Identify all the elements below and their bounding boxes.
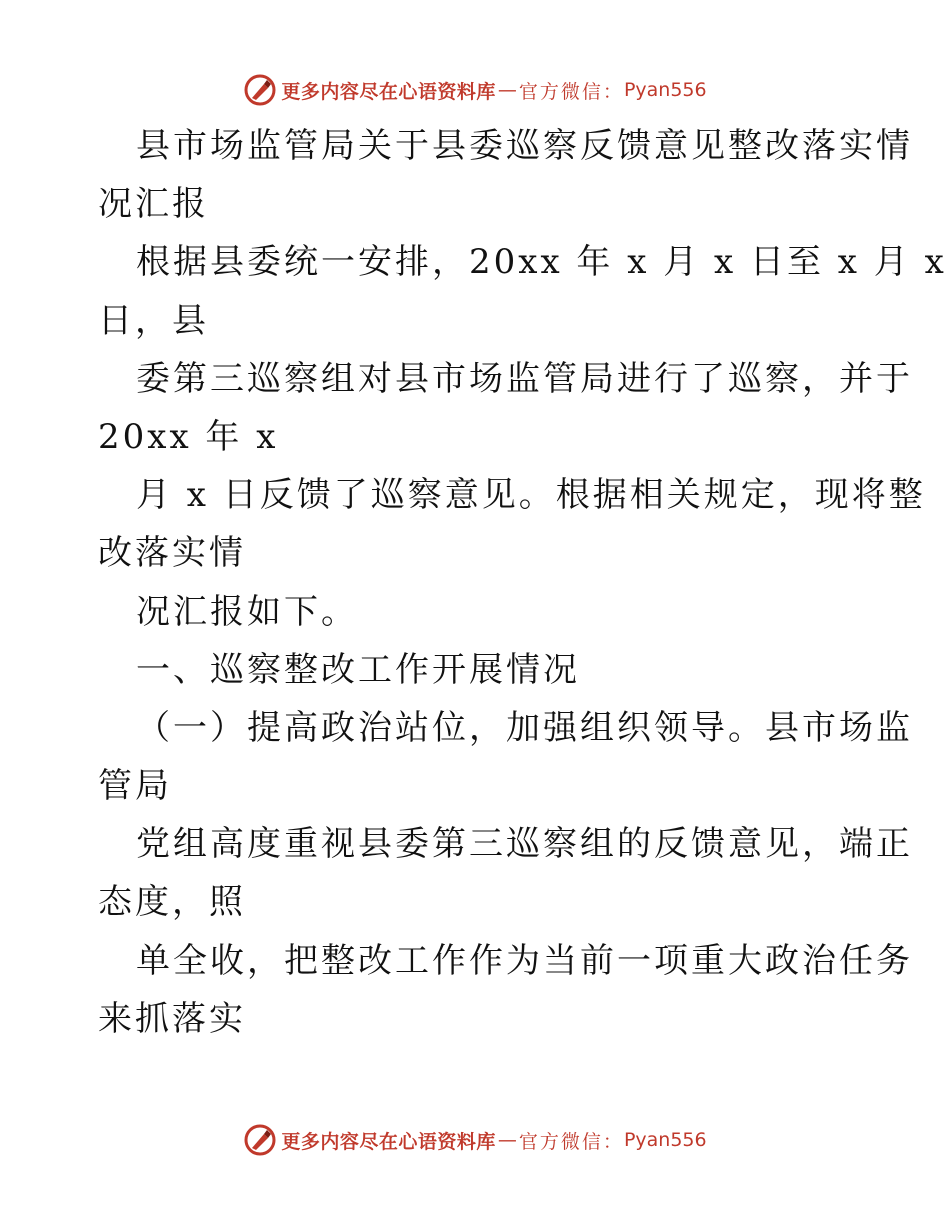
watermark-official-label: 官方微信： <box>518 1130 624 1153</box>
watermark-separator: — <box>497 79 517 101</box>
text-line: 改落实情 <box>98 533 246 574</box>
text-line: （一）提高政治站位，加强组织领导。县市场监 <box>136 707 913 748</box>
text-line: 况汇报 <box>98 184 209 225</box>
watermark-id: Pyan556 <box>623 79 707 101</box>
text-line: 况汇报如下。 <box>136 591 358 632</box>
text-line: 单全收，把整改工作作为当前一项重大政治任务 <box>136 940 913 981</box>
text-line: 日，县 <box>98 300 209 341</box>
document-body <box>98 117 947 1048</box>
text-line: 根据县委统一安排，20xx 年 x 月 x 日至 x 月 x <box>136 242 947 283</box>
pen-logo-icon <box>243 1123 277 1157</box>
watermark-separator: — <box>497 1129 517 1151</box>
text-line: 一、巡察整改工作开展情况 <box>136 649 580 690</box>
watermark-text: 更多内容尽在心语资料库 <box>281 80 496 103</box>
text-line: 管局 <box>98 766 172 807</box>
pen-logo-icon <box>243 73 277 107</box>
watermark-id: Pyan556 <box>623 1129 707 1151</box>
text-line: 来抓落实 <box>98 998 246 1039</box>
watermark-text: 更多内容尽在心语资料库 <box>281 1130 496 1153</box>
header-watermark <box>0 70 950 110</box>
text-line: 委第三巡察组对县市场监管局进行了巡察，并于 <box>136 358 913 399</box>
text-line: 20xx 年 x <box>98 416 279 457</box>
text-line: 月 x 日反馈了巡察意见。根据相关规定，现将整 <box>136 475 926 516</box>
text-line: 党组高度重视县委第三巡察组的反馈意见，端正 <box>136 824 913 865</box>
text-line: 县市场监管局关于县委巡察反馈意见整改落实情 <box>136 126 913 166</box>
footer-watermark <box>0 1120 950 1160</box>
watermark-official-label: 官方微信： <box>518 80 624 103</box>
text-line: 态度，照 <box>98 882 246 923</box>
